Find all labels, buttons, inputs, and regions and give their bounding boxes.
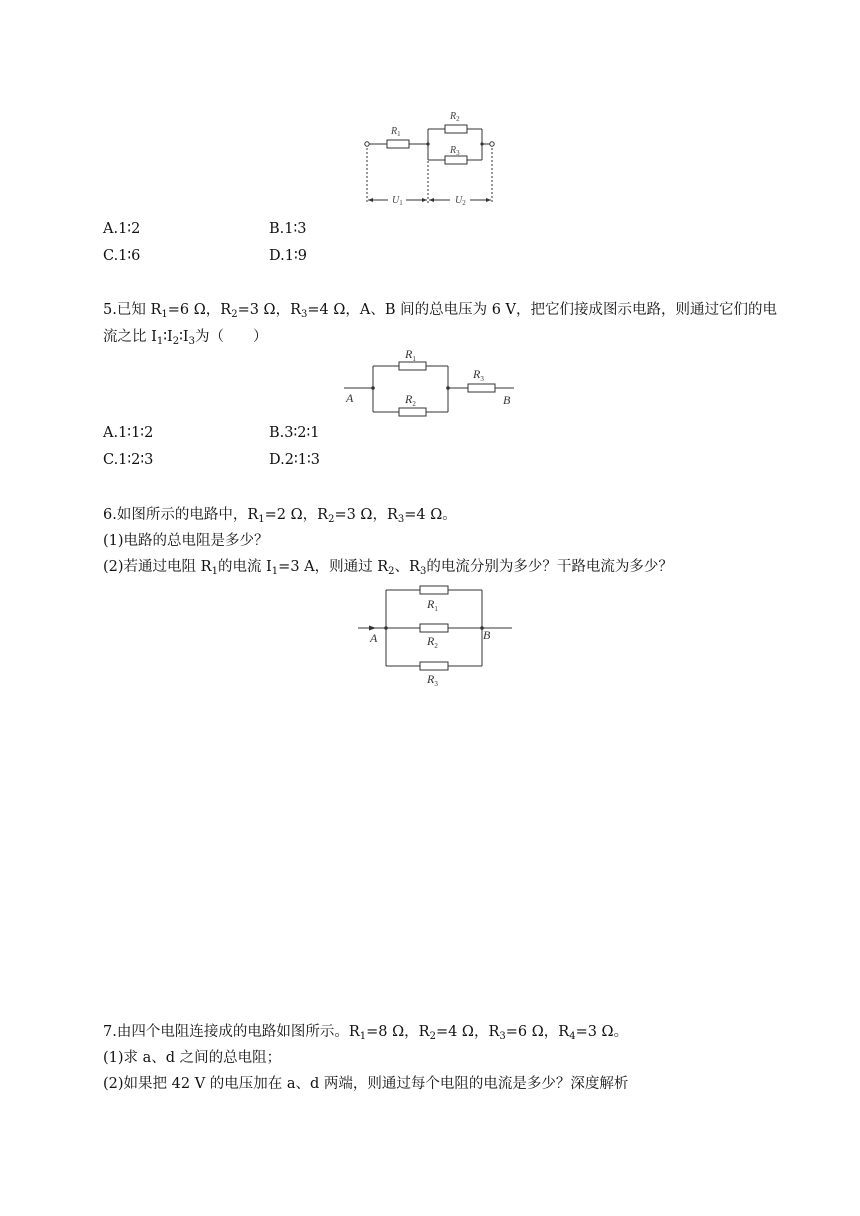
fig1-u2-label: $U_2$: [455, 195, 466, 207]
q4-option-b: B.1∶3: [269, 221, 307, 237]
circuit-figure-q6: [356, 582, 516, 688]
q5-option-c: C.1∶2∶3: [103, 452, 154, 468]
q7-stem-line1: 7.由四个电阻连接成的电路如图所示。$R_1=8$ Ω，$R_2=4$ Ω，$R_3=6$ Ω，$R_4=3$ Ω。: [103, 1024, 629, 1042]
q6-fig-a-label: A: [370, 631, 378, 645]
q5-fig-a-label: A: [346, 391, 354, 405]
q5-stem-line2: 流之比 $I_1∶I_2∶I_3$为（ ）: [103, 329, 268, 347]
q5-option-d: D.2∶1∶3: [269, 452, 320, 468]
circuit-figure-q5: [342, 344, 522, 424]
q7-subquestion-1: (1)求 a、d 之间的总电阻；: [103, 1050, 282, 1066]
circuit-figure-1: [360, 104, 500, 208]
q4-option-a: A.1∶2: [103, 221, 141, 237]
q6-subquestion-1: (1)电路的总电阻是多少？: [103, 533, 269, 549]
q5-fig-b-label: B: [503, 393, 511, 407]
q6-fig-r2-label: $R_2$: [427, 634, 438, 650]
q5-stem-line1: 5.已知 $R_1=6$ Ω，$R_2=3$ Ω，$R_3=4$ Ω，A、B 间的总电压为 6 V，把它们接成图示电路，则通过它们的电: [103, 302, 778, 320]
fig1-r3-label: $R_3$: [450, 145, 460, 157]
q5-fig-r2-label: $R_2$: [405, 392, 416, 408]
fig1-r2-label: $R_2$: [450, 111, 460, 123]
q5-fig-r1-label: $R_1$: [405, 347, 416, 363]
q4-option-d: D.1∶9: [269, 248, 307, 264]
q6-fig-r3-label: $R_3$: [427, 672, 438, 688]
q5-fig-r3-label: $R_3$: [473, 367, 484, 383]
q5-option-a: A.1∶1∶2: [103, 425, 154, 441]
fig1-u1-label: $U_1$: [392, 195, 403, 207]
q6-stem-line1: 6.如图所示的电路中，$R_1=2$ Ω，$R_2=3$ Ω，$R_3=4$ Ω。: [103, 507, 457, 525]
q6-fig-r1-label: $R_1$: [427, 597, 438, 613]
fig1-r1-label: $R_1$: [391, 126, 401, 138]
q6-subquestion-2: (2)若通过电阻 $R_1$的电流 $I_1=3$ A，则通过 $R_2$、$R_3$的电流分别为多少？干路电流为多少？: [103, 559, 673, 577]
q5-option-b: B.3∶2∶1: [269, 425, 320, 441]
q7-subquestion-2: (2)如果把 42 V 的电压加在 a、d 两端，则通过每个电阻的电流是多少？深度解析: [103, 1076, 629, 1092]
q6-fig-b-label: B: [483, 628, 491, 642]
q4-option-c: C.1∶6: [103, 248, 141, 264]
